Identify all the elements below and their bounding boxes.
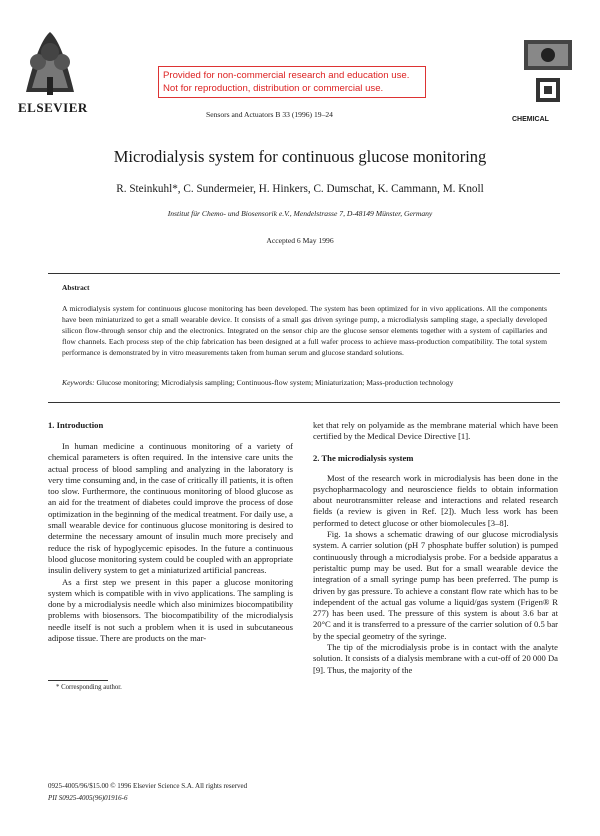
keywords-list: Glucose monitoring; Microdialysis sampling; Continuous-flow system; Miniaturization; Mass-production technology (94, 378, 454, 387)
right-paragraph-3: The tip of the microdialysis probe is in contact with the analyte solution. It consists of a dialysis membrane with a cut-off of 20 000 Da [9]. Thus, the majority of the (313, 642, 558, 675)
journal-logo (522, 38, 574, 108)
notice-line-2: Not for reproduction, distribution or commercial use. (163, 83, 384, 94)
footnote-rule (48, 680, 108, 681)
keywords (62, 377, 547, 388)
keywords-label: Keywords: (62, 378, 95, 387)
section-heading-introduction: 1. Introduction (48, 420, 104, 430)
right-paragraph-2: Fig. 1a shows a schematic drawing of our glucose microdialysis system. A carrier solution (pH 7 phosphate buffer solution) is pumped continuously through a microdialysis probe. For a bedside apparatus a peristaltic pump may be used. But for a small wearable device the integration of a small syringe pump has been preferred. The pump is driven by gas pressure. To achieve a constant flow rate which has to be independent of the actual gas volume a liquid/gas system (Frigen® R 277) has been used. The pressure of this system is about 3.6 bar at 20°C and it is transferred to a pressure of the carrier solution of 0.5 bar by the special geometry of the syringe. (313, 529, 558, 641)
elsevier-tree-logo (18, 22, 82, 100)
notice-line-1: Provided for non-commercial research and education use. (163, 70, 410, 81)
author-affiliation: Institut für Chemo- und Biosensorik e.V., Mendelstrasse 7, D-48149 Münster, Germany (167, 209, 433, 218)
abstract-text: A microdialysis system for continuous glucose monitoring has been developed. The system has been optimized for in vivo applications. All the components have been miniaturized to get a small wearable device. It consists of a small gas driven syringe pump, a microdialysis sampling stage, a specially developed silicon flow-through sensor chip and the electronics. Integrated on the sensor chip are the glucose sensor elements together with a system of capillaries and flow channels. Each process step of the chip fabrication has been designed at a full wafer process to achieve mass-production compatibility. The total system performance is demonstrated by in vitro measurements taken from human serum and glucose standard solutions. (62, 304, 547, 357)
left-column (48, 420, 293, 644)
right-paragraph-0: ket that rely on polyamide as the membrane material which have been certified by the Medical Device Directive [1]. (313, 420, 558, 442)
journal-logo-label: CHEMICAL (512, 116, 549, 123)
divider-abstract (48, 402, 560, 403)
intro-paragraph-1: In human medicine a continuous monitoring of a variety of chemical parameters is often required. In the intensive care units the actual process of blood sampling and analyzing in the laboratory is very time consuming and, in the case of critically ill patients, it is often too slow. Furthermore, the continuous monitoring of blood glucose as an aid for the treatment of diabetes could improve the process of dose optimization in the beginning of the medical treatment. For daily use, a small wearable device for continuous glucose monitoring is desired to determine the necessary amount of insulin much more precisely and reduce the risk of hypoglycemic episodes. In the future a continuous blood glucose monitoring system could be coupled with an appropriate insulin delivery system to get a miniaturized artificial pancreas. (48, 441, 293, 576)
accepted-date: Accepted 6 May 1996 (266, 236, 334, 245)
usage-notice (158, 66, 426, 98)
copyright-line: 0925-4005/96/$15.00 © 1996 Elsevier Science S.A. All rights reserved (48, 782, 248, 790)
right-paragraph-1: Most of the research work in microdialysis has been done in the psychopharmacology and neuroscience fields to obtain information about neurotransmitter release and interactions and related research fields (a review is given in Ref. [2]). Much less work has been performed to detect glucose or other biomolecules [3–8]. (313, 472, 558, 528)
footnote: * Corresponding author. (56, 684, 122, 691)
abstract-heading: Abstract (62, 283, 90, 292)
article-authors: R. Steinkuhl*, C. Sundermeier, H. Hinkers, C. Dumschat, K. Cammann, M. Knoll (116, 183, 484, 195)
section-heading-microdialysis: 2. The microdialysis system (313, 452, 414, 463)
publisher-name: ELSEVIER (18, 100, 88, 115)
article-title: Microdialysis system for continuous glucose monitoring (113, 147, 487, 166)
divider-top (48, 273, 560, 274)
pii-line: PII S0925-4005(96)01916-6 (48, 794, 128, 802)
journal-reference: Sensors and Actuators B 33 (1996) 19–24 (206, 110, 333, 119)
intro-paragraph-2: As a first step we present in this paper a glucose monitoring system which is compatible with in vivo applications. The sampling is done by a microdialysis needle which also minimizes biocompatibility problems with biosensors. The biocompatibility of the microdialysis needle itself is not such a problem when it is used in subcutaneous adipose tissue. There are products on the mar- (48, 576, 293, 644)
right-column (313, 420, 558, 676)
